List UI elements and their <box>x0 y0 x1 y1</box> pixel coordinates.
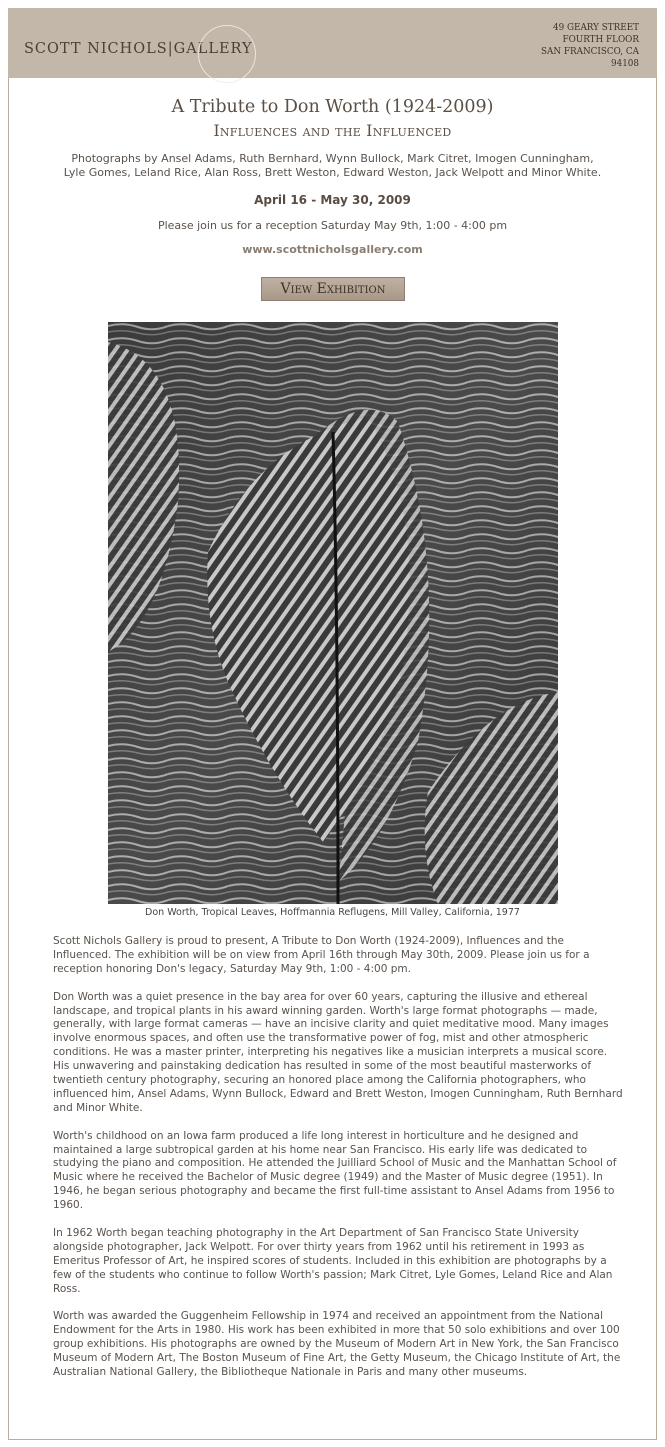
exhibition-dates: April 16 - May 30, 2009 <box>254 193 411 207</box>
exhibition-subtitle: Influences and the Influenced <box>213 122 452 140</box>
view-exhibition-button[interactable]: View Exhibition <box>261 277 405 301</box>
artists-list <box>40 152 625 180</box>
body-paragraph: In 1962 Worth began teaching photography in the Art Department of San Francisco State University alongside photographer, Jack Welpott. For over thirty years from 1962 until his retirement in 1993 as Emeritus Professor of Art, he inspired scores of students. Included in this exhibition are photographs by a few of the students who continue to follow Worth's passion; Mark Citret, Lyle Gomes, Leland Rice and Alan Ross. <box>53 1226 613 1295</box>
gallery-address <box>541 22 639 70</box>
logo-text-left: SCOTT NICHOLS <box>24 41 168 57</box>
exhibition-title: A Tribute to Don Worth (1924-2009) <box>171 97 494 117</box>
address-line: FOURTH FLOOR <box>562 35 639 45</box>
logo-separator: | <box>167 41 174 57</box>
exhibition-photo[interactable] <box>108 322 558 904</box>
reception-info: Please join us for a reception Saturday May 9th, 1:00 - 4:00 pm <box>157 219 508 232</box>
body-paragraph: Worth's childhood on an Iowa farm produced a life long interest in horticulture and he designed and maintained a large subtropical garden at his home near San Francisco. His early life was dedicated to studying the piano and composition. He attended the Juilliard School of Music and the Manhattan School of Music where he received the Bachelor of Music degree (1949) and the Master of Music degree (1951). In 1946, he began serious photography and became the first full-time assistant to Ansel Adams from 1956 to 1960. <box>53 1129 617 1212</box>
artists-line: Lyle Gomes, Leland Rice, Alan Ross, Brett Weston, Edward Weston, Jack Welpott and Minor White. <box>63 166 602 179</box>
logo-circle-icon <box>198 25 256 83</box>
body-paragraph: Don Worth was a quiet presence in the bay area for over 60 years, capturing the illusive and ethereal landscape, and tropical plants in his award winning garden. Worth's large format photographs — made, generally, with large format cameras — have an incisive clarity and quiet meditative mood. Many images involve enormous spaces, and often use the transformative power of fog, mist and other atmospheric conditions. He was a master printer, interpreting his negatives like a musician interprets a musical score. His unwavering and painstaking dedication has resulted in some of the most beautiful masterworks of twentieth century photography, securing an honored place among the California photographers, who influenced him, Ansel Adams, Wynn Bullock, Edward and Brett Weston, Imogen Cunningham, Ruth Bernhard and Minor White. <box>53 990 623 1114</box>
body-paragraph: Worth was awarded the Guggenheim Fellowship in 1974 and received an appointment from the National Endowment for the Arts in 1980. His work has been exhibited in more that 50 solo exhibitions and over 100 group exhibitions. His photographs are owned by the Museum of Modern Art in New York, the San Francisco Museum of Modern Art, The Boston Museum of Fine Art, the Getty Museum, the Chicago Institute of Art, the Australian National Gallery, the Bibliotheque Nationale in Paris and many other museums. <box>53 1310 621 1379</box>
artists-line: Photographs by Ansel Adams, Ruth Bernhard, Wynn Bullock, Mark Citret, Imogen Cunningham, <box>71 152 594 165</box>
logo-text-right: GALLERY <box>173 41 253 57</box>
address-line: 49 GEARY STREET <box>553 23 639 33</box>
tropical-leaves-image <box>108 322 558 904</box>
article-body <box>53 935 623 1394</box>
address-line: 94108 <box>611 59 639 69</box>
gallery-header <box>8 8 657 78</box>
website-link[interactable]: www.scottnicholsgallery.com <box>242 243 423 256</box>
address-line: SAN FRANCISCO, CA <box>541 47 639 57</box>
photo-caption: Don Worth, Tropical Leaves, Hoffmannia Reflugens, Mill Valley, California, 1977 <box>145 907 520 918</box>
body-paragraph: Scott Nichols Gallery is proud to present, A Tribute to Don Worth (1924-2009), Influences and the Influenced. The exhibition will be on view from April 16th through May 30th, 2009. Please join us for a reception honoring Don's legacy, Saturday May 9th, 1:00 - 4:00 pm. <box>53 935 590 975</box>
